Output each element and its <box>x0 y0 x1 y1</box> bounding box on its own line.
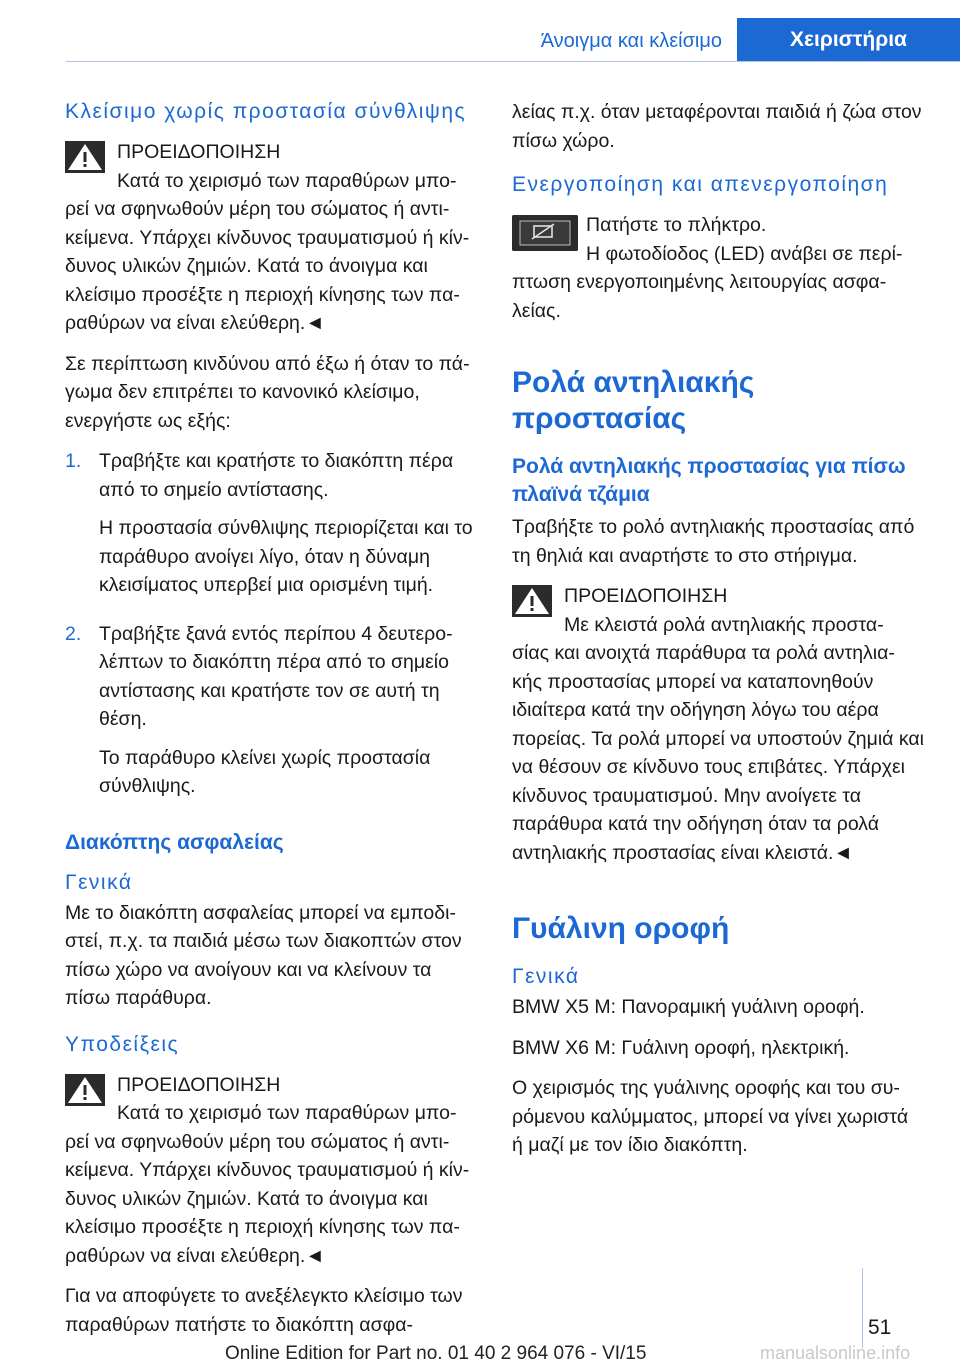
step-note: Το παράθυρο κλείνει χωρίς προστασία σύνθλιψης. <box>99 746 431 797</box>
heading-hints: Υποδείξεις <box>65 1032 180 1056</box>
paragraph-rear-blinds: Τραβήξτε το ρολό αντηλιακής προστασίας από τη θηλιά και αναρτήστε το στο στήριγμα. <box>512 516 915 567</box>
step-text: Τραβήξτε ξανά εντός περίπου 4 δευτερο- λέπτων το διακόπτη πέρα από το σημείο αντίστασης και κρατήστε τον σε αυτή τη θέση. <box>99 622 453 730</box>
safety-switch-key-icon <box>512 215 578 251</box>
instruction-led: Η φωτοδίοδος (LED) ανάβει σε περί- <box>586 242 903 265</box>
warning-block <box>512 582 924 867</box>
list-item <box>65 447 477 610</box>
warning-title: ΠΡΟΕΙΔΟΠΟΙΗΣΗ <box>117 1073 281 1096</box>
chapter-tab[interactable]: Χειριστήρια <box>737 18 960 62</box>
paragraph-roof: Ο χειρισμός της γυάλινης οροφής και του συ- ρόμενου καλύμματος, μπορεί να γίνει χωριστά ή μαζί με τον ίδιο διακόπτη. <box>512 1077 909 1156</box>
warning-text-first: Κατά το χειρισμό των παραθύρων μπο- <box>117 1102 457 1124</box>
paragraph-x6: BMW X6 M: Γυάλινη οροφή, ηλεκτρική. <box>512 1036 850 1059</box>
paragraph-avoid: Για να αποφύγετε το ανεξέλεγκτο κλείσιμο των παραθύρων πατήστε το διακόπτη ασφα- <box>65 1285 463 1336</box>
heading-safety-switch: Διακόπτης ασφαλείας <box>65 830 284 854</box>
warning-text: σίας και ανοιχτά παράθυρα τα ρολά αντηλια- κής προστασίας μπορεί να καταπονηθούν ιδιαίτερα κατά την οδήγηση λόγω του αέρα πορείας. Τα ρολά μπορεί να υποστούν ζημιά και να θέσουν σε κίνδυνο τους επιβάτες. Υπάρχει κίνδυνος τραυματισμού. Μην ανοίγετε τα παράθυρα κατά την οδήγηση όταν τα ρολά αντηλιακής προστασίας είναι κλειστά.◄ <box>512 642 924 864</box>
paragraph-x5: BMW X5 M: Πανοραμική γυάλινη οροφή. <box>512 996 865 1018</box>
step-number: 2. <box>65 622 82 645</box>
warning-text-first: Με κλειστά ρολά αντηλιακής προστα- <box>564 613 884 636</box>
warning-triangle-icon <box>65 141 105 173</box>
heading-sun-blinds: Ρολά αντηλιακής προστασίας <box>512 366 755 435</box>
footer-divider <box>862 1268 863 1348</box>
heading-glass-roof: Γυάλινη οροφή <box>512 912 730 945</box>
heading-general: Γενικά <box>65 870 133 894</box>
warning-text-first: Κατά το χειρισμό των παραθύρων μπο- <box>117 169 457 192</box>
paragraph-continued: λείας π.χ. όταν μεταφέρονται παιδιά ή ζώα στον πίσω χώρο. <box>512 101 922 152</box>
heading-activate-deactivate: Ενεργοποίηση και απενεργοποίηση <box>512 173 889 196</box>
paragraph-general: Με το διακόπτη ασφαλείας μπορεί να εμποδι- στεί, π.χ. τα παιδιά μέσω των διακοπτών στον πίσω χώρο να ανοίγουν και να κλείνουν τα πίσω παράθυρα. <box>65 901 462 1009</box>
warning-triangle-icon <box>65 1074 105 1106</box>
warning-title: ΠΡΟΕΙΔΟΠΟΙΗΣΗ <box>117 141 281 163</box>
warning-text: ρεί να σφηνωθούν μέρη του σώματος ή αντι- κείμενα. Υπάρχει κίνδυνος τραυματισμού ή κίν- δυνος υλικών ζημιών. Κατά το άνοιγμα και κλείσιμο προσέξτε η περιοχή κίνησης των πα- ραθύρων να είναι ελεύθερη.◄ <box>65 1130 470 1267</box>
step-number: 1. <box>65 450 82 472</box>
edition-footer: Online Edition for Part no. 01 40 2 964 076 - VI/15 <box>225 1343 647 1364</box>
heading-close-without-protection: Κλείσιμο χωρίς προστασία σύνθλιψης <box>65 100 467 123</box>
warning-triangle-icon <box>512 585 552 617</box>
heading-general: Γενικά <box>512 965 580 988</box>
warning-title: ΠΡΟΕΙΔΟΠΟΙΗΣΗ <box>564 585 728 607</box>
step-note: Η προστασία σύνθλιψης περιορίζεται και το παράθυρο ανοίγει λίγο, όταν η δύναμη κλεισίματος υπερβεί μια ορισμένη τιμή. <box>99 517 473 596</box>
warning-text: ρεί να σφηνωθούν μέρη του σώματος ή αντι- κείμενα. Υπάρχει κίνδυνος τραυματισμού ή κίν- δυνος υλικών ζημιών. Κατά το άνοιγμα και κλείσιμο προσέξτε η περιοχή κίνησης των πα- ραθύρων να είναι ελεύθερη.◄ <box>65 198 470 334</box>
page-number: 51 <box>868 1316 892 1339</box>
watermark-text: manualsonline.info <box>760 1343 911 1363</box>
left-column <box>65 98 477 1351</box>
step-text: Τραβήξτε και κρατήστε το διακόπτη πέρα από το σημείο αντίστασης. <box>99 450 454 501</box>
warning-block <box>65 1071 477 1271</box>
header-divider <box>66 61 960 62</box>
steps-list <box>65 447 477 811</box>
section-breadcrumb[interactable]: Άνοιγμα και κλείσιμο <box>540 30 722 52</box>
button-instruction <box>512 211 924 325</box>
paragraph-danger: Σε περίπτωση κινδύνου από έξω ή όταν το πά- γωμα δεν επιτρέπει το κανονικό κλείσιμο, ενεργήστε ως εξής: <box>65 352 470 432</box>
heading-rear-blinds: Ρολά αντηλιακής προστασίας για πίσω πλαϊνά τζάμια <box>512 455 906 506</box>
warning-block <box>65 138 477 338</box>
page-header <box>0 0 960 62</box>
list-item <box>65 620 477 811</box>
instruction-led-cont: πτωση ενεργοποιημένης λειτουργίας ασφα- λείας. <box>512 271 887 322</box>
right-column <box>512 98 924 1172</box>
instruction-press-key: Πατήστε το πλήκτρο. <box>586 214 767 236</box>
